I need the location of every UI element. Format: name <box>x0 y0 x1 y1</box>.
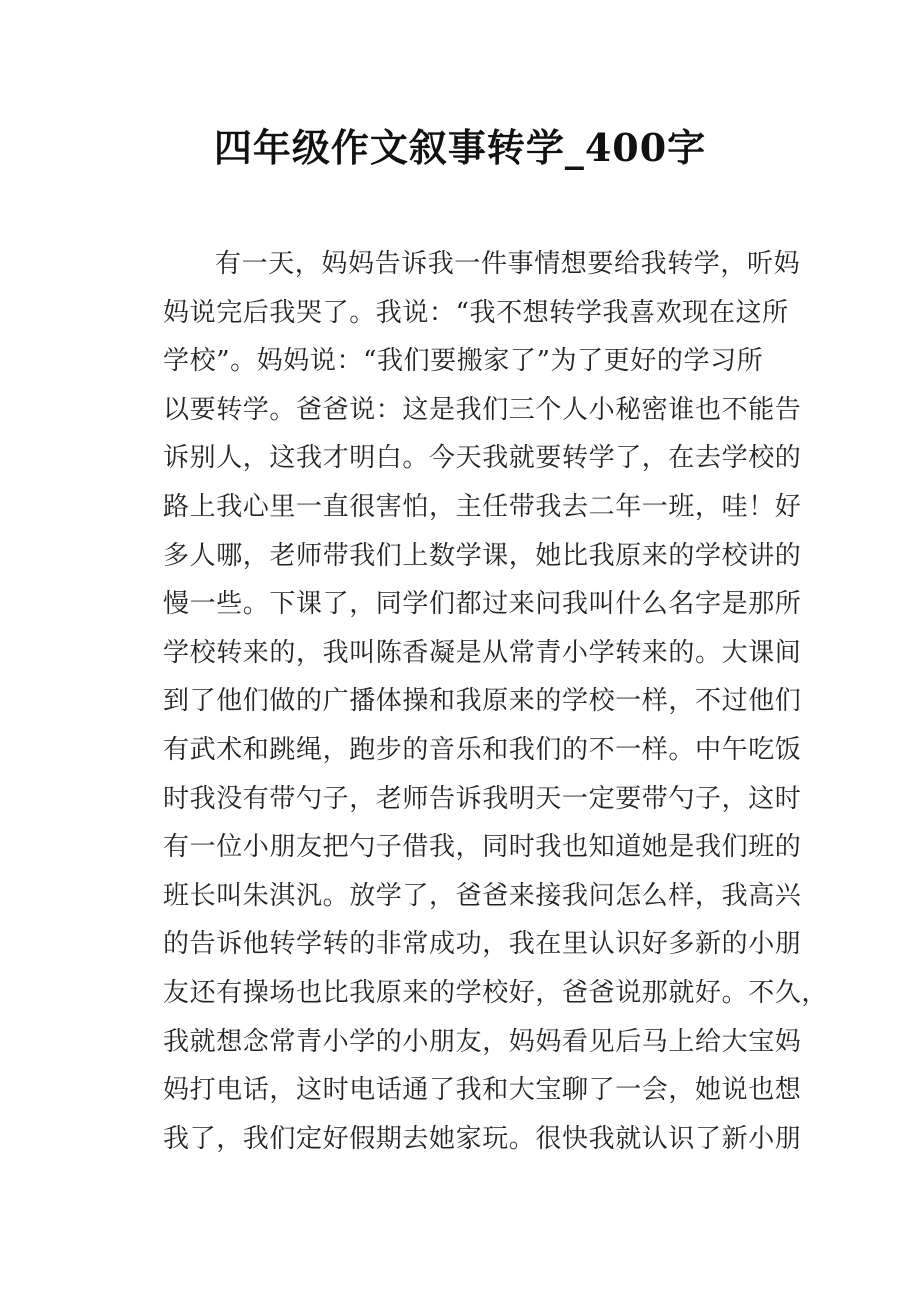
essay-line: 路上我心里一直很害怕，主任带我去二年一班，哇！好 <box>163 491 802 522</box>
essay-line: 妈打电话，这时电话通了我和大宝聊了一会，她说也想 <box>163 1075 802 1106</box>
page-title: 四年级作文叙事转学_400字 <box>213 125 707 170</box>
essay-line: 诉别人，这我才明白。今天我就要转学了，在去学校的 <box>163 443 802 474</box>
essay-line: 时我没有带勺子，老师告诉我明天一定要带勺子，这时 <box>163 783 802 814</box>
essay-line: 到了他们做的广播体操和我原来的学校一样，不过他们 <box>163 686 802 717</box>
essay-line: 我了，我们定好假期去她家玩。很快我就认识了新小朋 <box>163 1123 802 1154</box>
essay-line: 妈说完后我哭了。我说：“我不想转学我喜欢现在这所 <box>163 297 789 328</box>
essay-line: 友还有操场也比我原来的学校好，爸爸说那就好。不久， <box>163 977 829 1008</box>
essay-line: 有一天，妈妈告诉我一件事情想要给我转学，听妈 <box>215 249 801 279</box>
essay-line: 有一位小朋友把勺子借我，同时我也知道她是我们班的 <box>163 832 802 863</box>
essay-line: 学校转来的，我叫陈香凝是从常青小学转来的。大课间 <box>163 637 802 668</box>
essay-line: 多人哪，老师带我们上数学课，她比我原来的学校讲的 <box>163 540 802 571</box>
essay-body <box>163 240 829 1163</box>
essay-line: 的告诉他转学转的非常成功，我在里认识好多新的小朋 <box>163 929 802 960</box>
essay-line: 我就想念常青小学的小朋友，妈妈看见后马上给大宝妈 <box>163 1026 802 1057</box>
essay-line: 班长叫朱淇汎。放学了，爸爸来接我问怎么样，我高兴 <box>163 880 802 911</box>
essay-line: 以要转学。爸爸说：这是我们三个人小秘密谁也不能告 <box>163 394 802 425</box>
essay-line: 学校”。妈妈说：“我们要搬家了”为了更好的学习所 <box>163 346 764 377</box>
essay-line: 慢一些。下课了，同学们都过来问我叫什么名字是那所 <box>163 589 802 620</box>
essay-line: 有武术和跳绳，跑步的音乐和我们的不一样。中午吃饭 <box>163 734 802 765</box>
